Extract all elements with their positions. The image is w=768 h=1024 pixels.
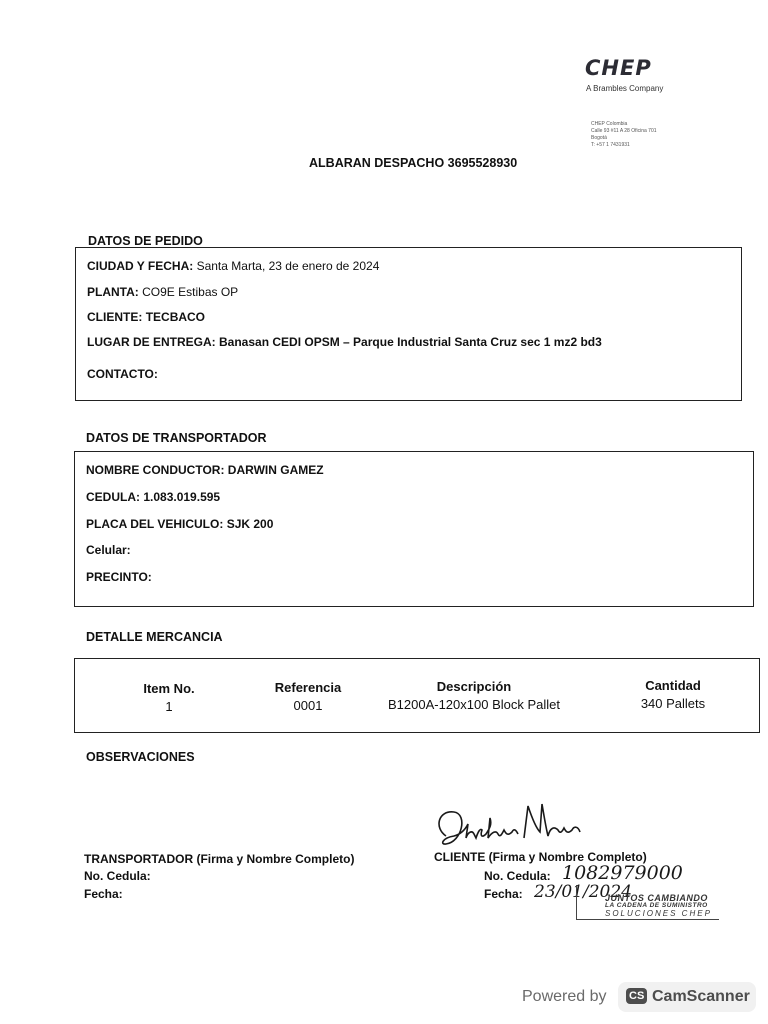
mercancia-section-title: DETALLE MERCANCIA bbox=[86, 630, 223, 644]
address-line: T: +57 1 7431931 bbox=[591, 142, 630, 148]
address-line: Bogotá bbox=[591, 135, 607, 141]
header-cantidad: Cantidad bbox=[645, 678, 701, 693]
ciudad-label: CIUDAD Y FECHA: bbox=[87, 259, 194, 273]
cliente-label: CLIENTE: bbox=[87, 310, 143, 324]
planta-value: CO9E Estibas OP bbox=[142, 285, 239, 299]
contacto-row bbox=[87, 367, 158, 381]
observaciones-section-title: OBSERVACIONES bbox=[86, 750, 195, 764]
logo-tagline: A Brambles Company bbox=[586, 84, 664, 93]
powered-by-text: Powered by bbox=[522, 988, 607, 1005]
document-title: ALBARAN DESPACHO 3695528930 bbox=[309, 156, 518, 170]
cliente-fecha-handwritten: 23/01/2024 bbox=[534, 882, 632, 902]
header-descripcion: Descripción bbox=[436, 679, 512, 694]
chep-stamp bbox=[576, 885, 719, 920]
placa-value: SJK 200 bbox=[226, 517, 274, 531]
cell-cantidad: 340 Pallets bbox=[640, 696, 706, 711]
mercancia-table bbox=[74, 658, 760, 733]
placa-label: PLACA DEL VEHICULO: bbox=[86, 517, 224, 531]
cliente-cedula-handwritten: 1082979000 bbox=[562, 862, 683, 884]
precinto-row bbox=[86, 570, 152, 584]
planta-row bbox=[87, 285, 238, 299]
cedula-value: 1.083.019.595 bbox=[143, 490, 221, 504]
company-address bbox=[591, 121, 657, 149]
pedido-section-title: DATOS DE PEDIDO bbox=[88, 234, 203, 248]
lugar-label: LUGAR DE ENTREGA: bbox=[87, 335, 216, 349]
cliente-cedula-label: No. Cedula: bbox=[484, 869, 551, 883]
precinto-label: PRECINTO: bbox=[86, 570, 152, 584]
transportador-fecha-label: Fecha: bbox=[84, 887, 123, 901]
lugar-entrega-row bbox=[87, 335, 602, 349]
cell-item-no: 1 bbox=[165, 699, 173, 714]
address-line: Calle 93 #11 A 28 Oficina 701 bbox=[591, 128, 657, 134]
header-referencia: Referencia bbox=[274, 680, 342, 695]
celular-row bbox=[86, 543, 131, 557]
transportador-firma-title: TRANSPORTADOR (Firma y Nombre Completo) bbox=[84, 852, 355, 866]
cliente-row bbox=[87, 310, 205, 324]
cliente-fecha-label: Fecha: bbox=[484, 887, 523, 901]
transportador-cedula-label: No. Cedula: bbox=[84, 869, 151, 883]
camscanner-label: CamScanner bbox=[652, 988, 750, 1005]
ciudad-value: Santa Marta, 23 de enero de 2024 bbox=[196, 259, 380, 273]
stamp-line: LA CADENA DE SUMINISTRO bbox=[605, 902, 708, 909]
camscanner-icon: CS bbox=[626, 988, 647, 1004]
ciudad-fecha-row bbox=[87, 259, 379, 273]
nombre-conductor-row bbox=[86, 463, 324, 477]
cedula-label: CEDULA: bbox=[86, 490, 140, 504]
nombre-label: NOMBRE CONDUCTOR: bbox=[86, 463, 225, 477]
cliente-value: TECBACO bbox=[145, 310, 206, 324]
pedido-box bbox=[75, 247, 742, 401]
stamp-line: JUNTOS CAMBIANDO bbox=[605, 893, 708, 903]
cliente-firma-title: CLIENTE (Firma y Nombre Completo) bbox=[434, 850, 647, 864]
placa-row bbox=[86, 517, 273, 531]
cedula-row bbox=[86, 490, 220, 504]
handwritten-signature bbox=[432, 798, 592, 858]
camscanner-brand bbox=[618, 982, 756, 1012]
cell-descripcion: B1200A-120x100 Block Pallet bbox=[387, 697, 560, 712]
header-item-no: Item No. bbox=[143, 681, 195, 696]
address-line: CHEP Colombia bbox=[591, 121, 628, 127]
celular-label: Celular: bbox=[86, 543, 131, 557]
nombre-value: DARWIN GAMEZ bbox=[227, 463, 324, 477]
transportador-section-title: DATOS DE TRANSPORTADOR bbox=[86, 431, 267, 445]
transportador-box bbox=[74, 451, 754, 607]
contacto-label: CONTACTO: bbox=[87, 367, 158, 381]
planta-label: PLANTA: bbox=[87, 285, 139, 299]
stamp-line: SOLUCIONES CHEP bbox=[605, 909, 712, 918]
chep-logo: CHEP bbox=[585, 56, 652, 80]
lugar-value: Banasan CEDI OPSM – Parque Industrial Santa Cruz sec 1 mz2 bd3 bbox=[219, 335, 602, 349]
cell-referencia: 0001 bbox=[293, 698, 323, 713]
